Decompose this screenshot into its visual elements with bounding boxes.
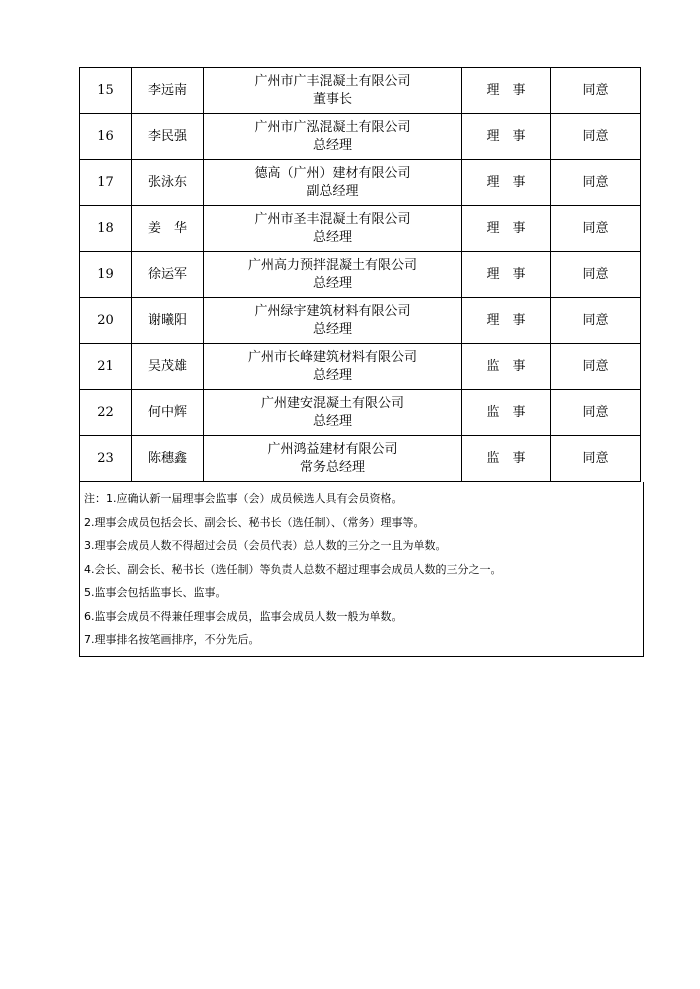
organization-name: 广州高力预拌混凝土有限公司 <box>247 257 417 273</box>
organization-name: 广州市长峰建筑材料有限公司 <box>247 349 417 365</box>
council-role: 理 事 <box>462 160 551 206</box>
job-title: 总经理 <box>312 275 352 291</box>
row-number: 21 <box>80 344 132 390</box>
council-role: 监 事 <box>462 344 551 390</box>
job-title: 董事长 <box>312 91 352 107</box>
opinion: 同意 <box>551 344 641 390</box>
opinion: 同意 <box>551 68 641 114</box>
job-title: 副总经理 <box>306 183 359 199</box>
row-number: 17 <box>80 160 132 206</box>
opinion: 同意 <box>551 436 641 482</box>
organization-cell <box>204 114 462 160</box>
member-name: 何中辉 <box>132 390 204 436</box>
job-title: 总经理 <box>312 321 352 337</box>
table-row <box>80 436 641 482</box>
table-row <box>80 390 641 436</box>
table-row <box>80 298 641 344</box>
member-name: 张泳东 <box>132 160 204 206</box>
council-role: 监 事 <box>462 436 551 482</box>
opinion: 同意 <box>551 390 641 436</box>
job-title: 总经理 <box>312 137 352 153</box>
organization-cell <box>204 252 462 298</box>
note-line: 3.理事会成员人数不得超过会员（会员代表）总人数的三分之一且为单数。 <box>84 539 447 552</box>
row-number: 22 <box>80 390 132 436</box>
council-role: 监 事 <box>462 390 551 436</box>
row-number: 20 <box>80 298 132 344</box>
organization-name: 德高（广州）建材有限公司 <box>254 165 411 181</box>
council-role: 理 事 <box>462 68 551 114</box>
organization-cell <box>204 160 462 206</box>
row-number: 19 <box>80 252 132 298</box>
opinion: 同意 <box>551 114 641 160</box>
table-row <box>80 114 641 160</box>
member-name: 徐运军 <box>132 252 204 298</box>
notes-box <box>79 482 644 657</box>
opinion: 同意 <box>551 298 641 344</box>
job-title: 常务总经理 <box>299 459 365 475</box>
member-name: 陈穗鑫 <box>132 436 204 482</box>
roster-document <box>79 67 640 657</box>
note-line: 7.理事排名按笔画排序，不分先后。 <box>84 633 260 646</box>
table-row <box>80 252 641 298</box>
job-title: 总经理 <box>312 367 352 383</box>
council-role: 理 事 <box>462 114 551 160</box>
row-number: 15 <box>80 68 132 114</box>
organization-cell <box>204 68 462 114</box>
organization-name: 广州鸿益建材有限公司 <box>267 441 398 457</box>
organization-cell <box>204 344 462 390</box>
organization-name: 广州绿宇建筑材料有限公司 <box>254 303 411 319</box>
organization-name: 广州市圣丰混凝土有限公司 <box>254 211 411 227</box>
table-row <box>80 160 641 206</box>
organization-cell <box>204 436 462 482</box>
job-title: 总经理 <box>312 229 352 245</box>
organization-cell <box>204 298 462 344</box>
organization-cell <box>204 390 462 436</box>
table-row <box>80 68 641 114</box>
member-name: 姜 华 <box>132 206 204 252</box>
opinion: 同意 <box>551 206 641 252</box>
note-line: 4.会长、副会长、秘书长（选任制）等负责人总数不超过理事会成员人数的三分之一。 <box>84 562 502 576</box>
council-role: 理 事 <box>462 298 551 344</box>
organization-cell <box>204 206 462 252</box>
organization-name: 广州建安混凝土有限公司 <box>260 395 404 411</box>
note-line: 注：1.应确认新一届理事会监事（会）成员候选人具有会员资格。 <box>84 492 403 505</box>
table-row <box>80 206 641 252</box>
row-number: 18 <box>80 206 132 252</box>
job-title: 总经理 <box>312 413 352 429</box>
opinion: 同意 <box>551 252 641 298</box>
note-line: 6.监事会成员不得兼任理事会成员，监事会成员人数一般为单数。 <box>84 609 403 623</box>
roster-table <box>79 67 641 482</box>
note-line: 5.监事会包括监事长、监事。 <box>84 586 227 599</box>
council-role: 理 事 <box>462 206 551 252</box>
table-row <box>80 344 641 390</box>
opinion: 同意 <box>551 160 641 206</box>
member-name: 李远南 <box>132 68 204 114</box>
row-number: 23 <box>80 436 132 482</box>
council-role: 理 事 <box>462 252 551 298</box>
organization-name: 广州市广丰混凝土有限公司 <box>254 73 411 89</box>
member-name: 谢曦阳 <box>132 298 204 344</box>
organization-name: 广州市广泓混凝土有限公司 <box>254 119 411 135</box>
member-name: 吴茂雄 <box>132 344 204 390</box>
note-line: 2.理事会成员包括会长、副会长、秘书长（选任制）、（常务）理事等。 <box>84 515 425 529</box>
row-number: 16 <box>80 114 132 160</box>
member-name: 李民强 <box>132 114 204 160</box>
